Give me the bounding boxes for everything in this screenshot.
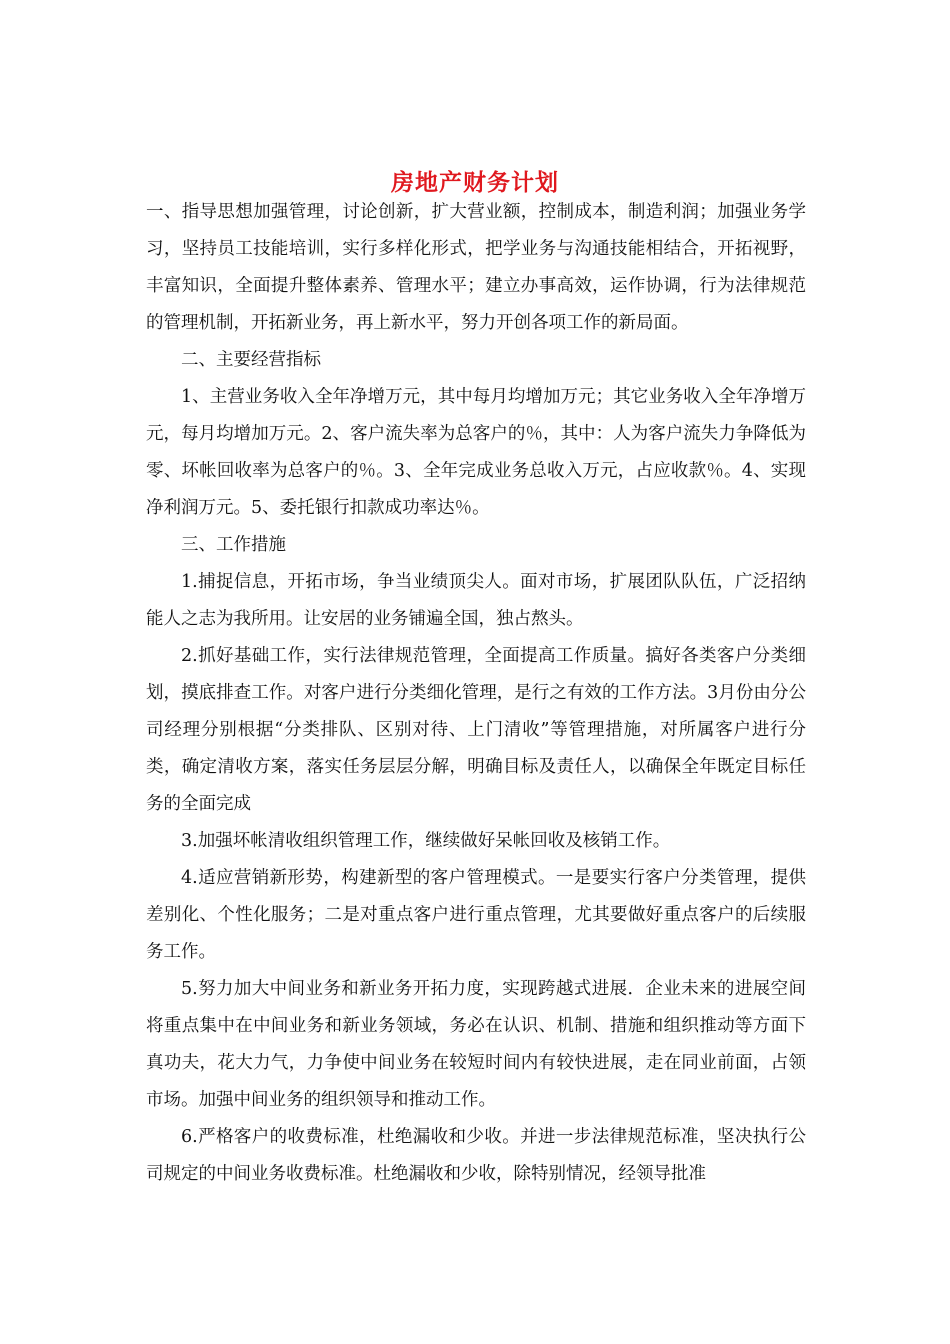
paragraph-guiding-ideology: 一、指导思想加强管理，讨论创新，扩大营业额，控制成本，制造利润；加强业务学习，坚持员工技能培训，实行多样化形式，把学业务与沟通技能相结合，开拓视野，丰富知识，全面提升整体素养、管理水平；建立办事高效，运作协调，行为法律规范的管理机制，开拓新业务，再上新水平，努力开创各项工作的新局面。	[146, 202, 806, 333]
paragraph-measure-1: 1.捕捉信息，开拓市场，争当业绩顶尖人。面对市场，扩展团队队伍，广泛招纳能人之志为我所用。让安居的业务铺遍全国，独占熬头。	[146, 572, 806, 629]
paragraph-measure-2: 2.抓好基础工作，实行法律规范管理，全面提高工作质量。搞好各类客户分类细划，摸底排查工作。对客户进行分类细化管理，是行之有效的工作方法。3月份由分公司经理分别根据“分类排队、区别对待、上门清收”等管理措施，对所属客户进行分类，确定清收方案，落实任务层层分解，明确目标及责任人，以确保全年既定目标任务的全面完成	[146, 646, 806, 814]
paragraph-measure-6: 6.严格客户的收费标准，杜绝漏收和少收。并进一步法律规范标准，坚决执行公司规定的中间业务收费标准。杜绝漏收和少收，除特别情况，经领导批准	[146, 1127, 806, 1184]
section-heading-main-indicators: 二、主要经营指标	[181, 350, 321, 370]
paragraph-indicators: 1、主营业务收入全年净增万元，其中每月均增加万元；其它业务收入全年净增万元，每月均增加万元。2、客户流失率为总客户的％，其中：人为客户流失力争降低为零、坏帐回收率为总客户的％。3、全年完成业务总收入万元，占应收款％。4、实现净利润万元。5、委托银行扣款成功率达％。	[146, 387, 806, 518]
paragraph-measure-4: 4.适应营销新形势，构建新型的客户管理模式。一是要实行客户分类管理，提供差别化、个性化服务；二是对重点客户进行重点管理，尤其要做好重点客户的后续服务工作。	[146, 868, 806, 962]
paragraph-measure-3: 3.加强坏帐清收组织管理工作，继续做好呆帐回收及核销工作。	[181, 831, 671, 851]
document-title: 房地产财务计划	[391, 169, 559, 197]
paragraph-measure-5: 5.努力加大中间业务和新业务开拓力度，实现跨越式进展．企业未来的进展空间将重点集中在中间业务和新业务领域，务必在认识、机制、措施和组织推动等方面下真功夫，花大力气，力争使中间业务在较短时间内有较快进展，走在同业前面，占领市场。加强中间业务的组织领导和推动工作。	[146, 979, 806, 1110]
section-heading-work-measures: 三、工作措施	[181, 535, 286, 555]
document-body	[146, 194, 806, 1193]
